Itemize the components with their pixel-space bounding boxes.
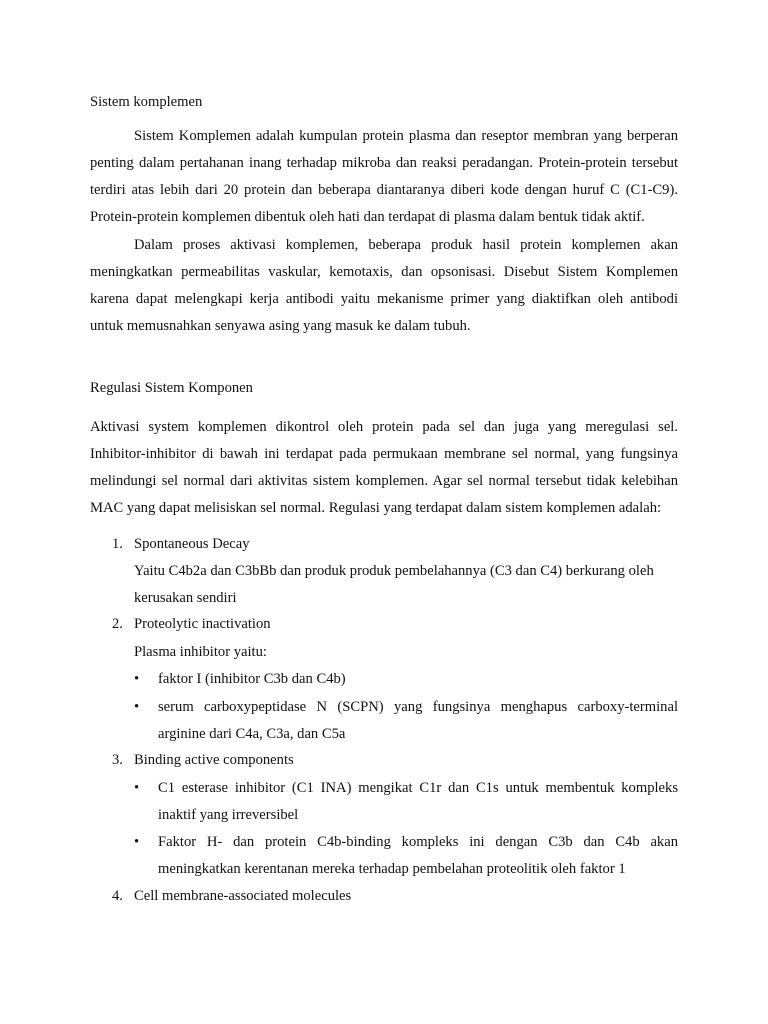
list-item-3-bullet-1-line-2: inaktif yang irreversibel <box>158 807 299 823</box>
list-number-3: 3. <box>112 752 123 768</box>
list-item-2-title: Proteolytic inactivation <box>134 616 271 632</box>
bullet-3-2: • <box>134 834 140 850</box>
list-item-4-title: Cell membrane-associated molecules <box>134 888 352 904</box>
paragraph-2-line-3: karena dapat melengkapi kerja antibodi yaitu mekanisme primer yang diaktifkan oleh antibodi <box>90 291 678 307</box>
list-item-2-intro: Plasma inhibitor yaitu: <box>134 644 267 660</box>
list-number-2: 2. <box>112 616 123 632</box>
list-item-2-bullet-2-line-2: arginine dari C4a, C3a, dan C5a <box>158 726 346 742</box>
paragraph-2-line-1: Dalam proses aktivasi komplemen, beberapa produk hasil protein komplemen akan <box>134 237 678 253</box>
paragraph-2-line-2: meningkatkan permeabilitas vaskular, kemotaxis, dan opsonisasi. Disebut Sistem Komplemen <box>90 264 678 280</box>
paragraph-3-line-1: Aktivasi system komplemen dikontrol oleh protein pada sel dan juga yang meregulasi sel. <box>90 419 678 435</box>
list-item-1-line-1: Yaitu C4b2a dan C3bBb dan produk produk pembelahannya (C3 dan C4) berkurang oleh <box>134 563 654 579</box>
list-item-2-bullet-2-line-1: serum carboxypeptidase N (SCPN) yang fungsinya menghapus carboxy-terminal <box>158 699 678 715</box>
paragraph-3-line-3: melindungi sel normal dari aktivitas sistem komplemen. Agar sel normal tersebut tidak kelebihan <box>90 473 678 489</box>
section-heading-sistem-komplemen: Sistem komplemen <box>90 94 203 110</box>
list-item-3-title: Binding active components <box>134 752 294 768</box>
paragraph-2-line-4: untuk memusnahkan senyawa asing yang masuk ke dalam tubuh. <box>90 318 471 334</box>
list-number-1: 1. <box>112 536 123 552</box>
list-item-2-bullet-1-line-1: faktor I (inhibitor C3b dan C4b) <box>158 671 346 687</box>
list-item-1-title: Spontaneous Decay <box>134 536 250 552</box>
section-heading-regulasi: Regulasi Sistem Komponen <box>90 380 253 396</box>
list-item-1-line-2: kerusakan sendiri <box>134 590 237 606</box>
list-item-3-bullet-2-line-2: meningkatkan kerentanan mereka terhadap pembelahan proteolitik oleh faktor 1 <box>158 861 626 877</box>
paragraph-1-line-4: Protein-protein komplemen dibentuk oleh hati dan terdapat di plasma dalam bentuk tidak aktif. <box>90 209 645 225</box>
list-item-3-bullet-2-line-1: Faktor H- dan protein C4b-binding kompleks ini dengan C3b dan C4b akan <box>158 834 678 850</box>
paragraph-3-line-2: Inhibitor-inhibitor di bawah ini terdapat pada permukaan membrane sel normal, yang fungsinya <box>90 446 678 462</box>
bullet-2-2: • <box>134 699 140 715</box>
bullet-3-1: • <box>134 780 140 796</box>
bullet-2-1: • <box>134 671 140 687</box>
list-item-3-bullet-1-line-1: C1 esterase inhibitor (C1 INA) mengikat C1r dan C1s untuk membentuk kompleks <box>158 780 678 796</box>
paragraph-1-line-1: Sistem Komplemen adalah kumpulan protein plasma dan reseptor membran yang berperan <box>134 128 678 144</box>
list-number-4: 4. <box>112 888 123 904</box>
paragraph-3-line-4: MAC yang dapat melisiskan sel normal. Regulasi yang terdapat dalam sistem komplemen adalah: <box>90 500 662 516</box>
paragraph-1-line-2: penting dalam pertahanan inang terhadap mikroba dan reaksi peradangan. Protein-protein tersebut <box>90 155 678 171</box>
paragraph-1-line-3: terdiri atas lebih dari 20 protein dan beberapa diantaranya diberi kode dengan huruf C (C1-C9). <box>90 182 678 198</box>
